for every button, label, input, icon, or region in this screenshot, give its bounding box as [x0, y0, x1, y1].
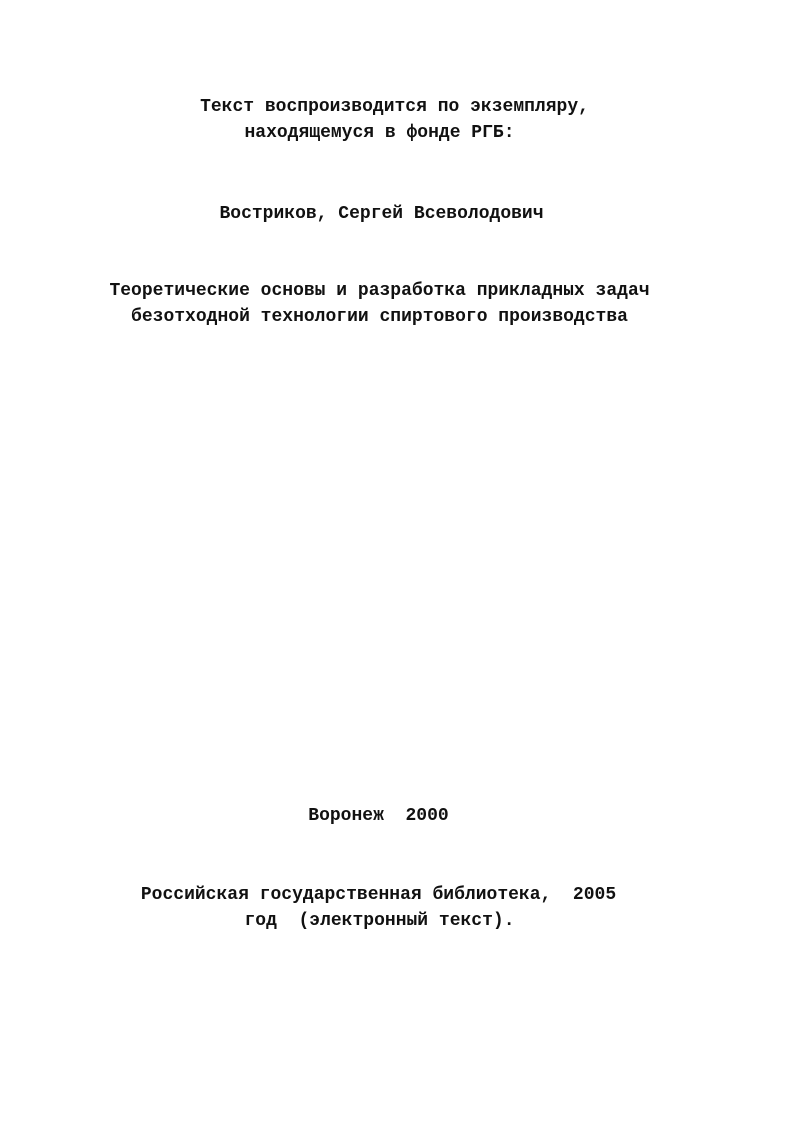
footer-library-line-2: год (электронный текст).	[244, 911, 515, 931]
footer-library-line-1: Российская государственная библиотека, 2005	[140, 885, 617, 905]
document-title-line-1: Теоретические основы и разработка прикладных задач	[109, 281, 650, 301]
header-notice-line-2: находящемуся в фонде РГБ:	[244, 123, 515, 143]
author-name: Востриков, Сергей Всеволодович	[219, 204, 544, 224]
document-title-line-2: безотходной технологии спиртового производства	[131, 307, 628, 327]
imprint-city-year: Воронеж 2000	[308, 806, 449, 826]
header-notice-line-1: Текст воспроизводится по экземпляру,	[200, 97, 589, 117]
